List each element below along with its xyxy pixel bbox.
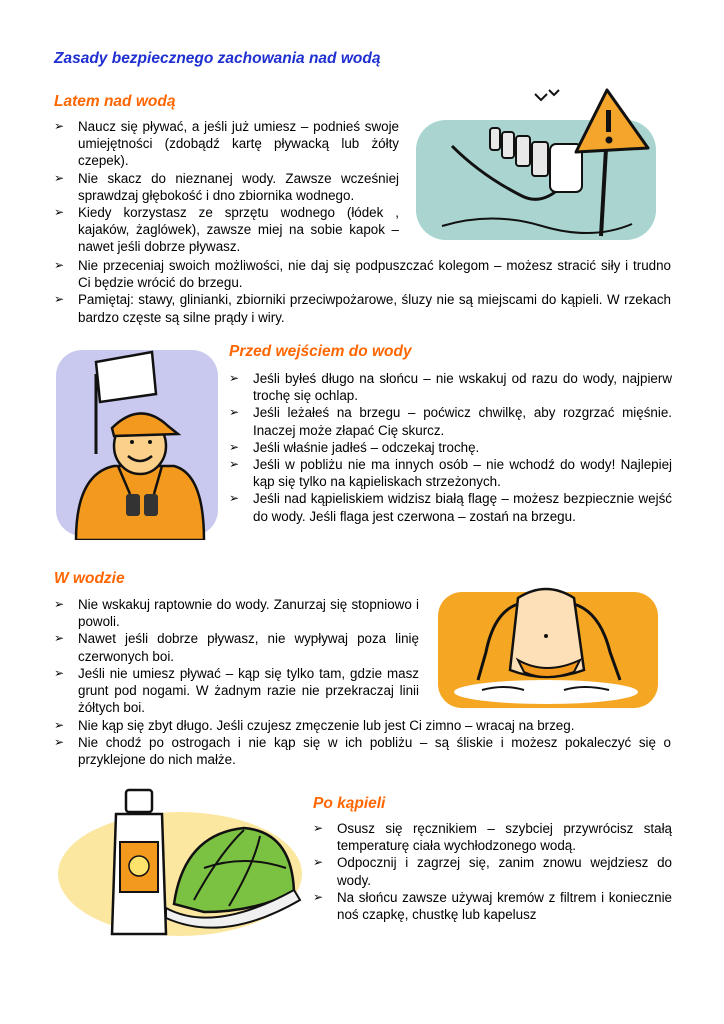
before-list xyxy=(229,370,672,525)
list-item: ➢ Kiedy korzystasz ze sprzętu wodnego (łódek , kajaków, żaglówek), zawsze miej na sobie kapok – nawet jeśli dobrze pływasz. xyxy=(54,204,399,256)
list-item: ➢ Jeśli w pobliżu nie ma innych osób – nie wchodź do wody! Najlepiej kąp się tylko na kąpieliskach strzeżonych. xyxy=(229,456,672,490)
page-title: Zasady bezpiecznego zachowania nad wodą xyxy=(54,50,381,67)
list-item: ➢ Nie chodź po ostrogach i nie kąp się w ich pobliżu – są śliskie i możesz pokaleczyć się o przyklejone do nich małże. xyxy=(54,734,671,768)
in-water-list xyxy=(54,596,419,716)
list-item: ➢ Jeśli leżałeś na brzegu – poćwicz chwilkę, aby rozgrzać mięśnie. Inaczej może złapać Cię skurcz. xyxy=(229,404,672,438)
summer-list xyxy=(54,118,399,256)
after-list xyxy=(313,820,672,923)
section-heading-summer: Latem nad wodą xyxy=(54,93,176,110)
list-item: ➢ Nawet jeśli dobrze pływasz, nie wypływaj poza linię czerwonych boi. xyxy=(54,630,419,664)
list-item: ➢ Jeśli byłeś długo na słońcu – nie wskakuj od razu do wody, najpierw trochę się ochlap. xyxy=(229,370,672,404)
list-item: ➢ Na słońcu zawsze używaj kremów z filtrem i koniecznie noś czapkę, chustkę lub kapelusz xyxy=(313,889,672,923)
summer-list-wide xyxy=(54,257,671,326)
section-heading-before: Przed wejściem do wody xyxy=(229,343,412,360)
list-item: ➢ Nie wskakuj raptownie do wody. Zanurzaj się stopniowo i powoli. xyxy=(54,596,419,630)
list-item: ➢ Jeśli nad kąpieliskiem widzisz białą flagę – możesz bezpiecznie wejść do wody. Jeśli flaga jest czerwona – zostań na brzegu. xyxy=(229,490,672,524)
section-heading-after: Po kąpieli xyxy=(313,795,386,812)
lifeguard-illustration xyxy=(54,344,222,540)
warning-sign-water-illustration xyxy=(412,86,662,246)
list-item: ➢ Naucz się pływać, a jeśli już umiesz – podnieś swoje umiejętności (zdobądź kartę pływacką lub żółty czepek). xyxy=(54,118,399,170)
list-item: ➢ Pamiętaj: stawy, glinianki, zbiorniki przeciwpożarowe, śluzy nie są miejscami do kąpieli. W rzekach bardzo częste są silne prądy i wiry. xyxy=(54,291,671,325)
list-item: ➢ Nie kąp się zbyt długo. Jeśli czujesz zmęczenie lub jest Ci zimno – wracaj na brzeg. xyxy=(54,717,671,734)
list-item: ➢ Osusz się ręcznikiem – szybciej przywrócisz stałą temperaturę ciała wychłodzonego wodą. xyxy=(313,820,672,854)
sunscreen-and-cap-illustration xyxy=(54,784,306,942)
list-item: ➢ Jeśli właśnie jadłeś – odczekaj trochę. xyxy=(229,439,672,456)
list-item: ➢ Nie skacz do nieznanej wody. Zawsze wcześniej sprawdzaj głębokość i dno zbiornika wodnego. xyxy=(54,170,399,204)
swimmer-in-water-illustration xyxy=(434,572,662,712)
list-item: ➢ Nie przeceniaj swoich możliwości, nie daj się podpuszczać kolegom – możesz stracić siły i trudno Ci będzie wrócić do brzegu. xyxy=(54,257,671,291)
list-item: ➢ Odpocznij i zagrzej się, zanim znowu wejdziesz do wody. xyxy=(313,854,672,888)
section-heading-in-water: W wodzie xyxy=(54,570,125,587)
in-water-list-wide xyxy=(54,717,671,769)
list-item: ➢ Jeśli nie umiesz pływać – kąp się tylko tam, gdzie masz grunt pod nogami. W żadnym razie nie przekraczaj linii żółtych boi. xyxy=(54,665,419,717)
